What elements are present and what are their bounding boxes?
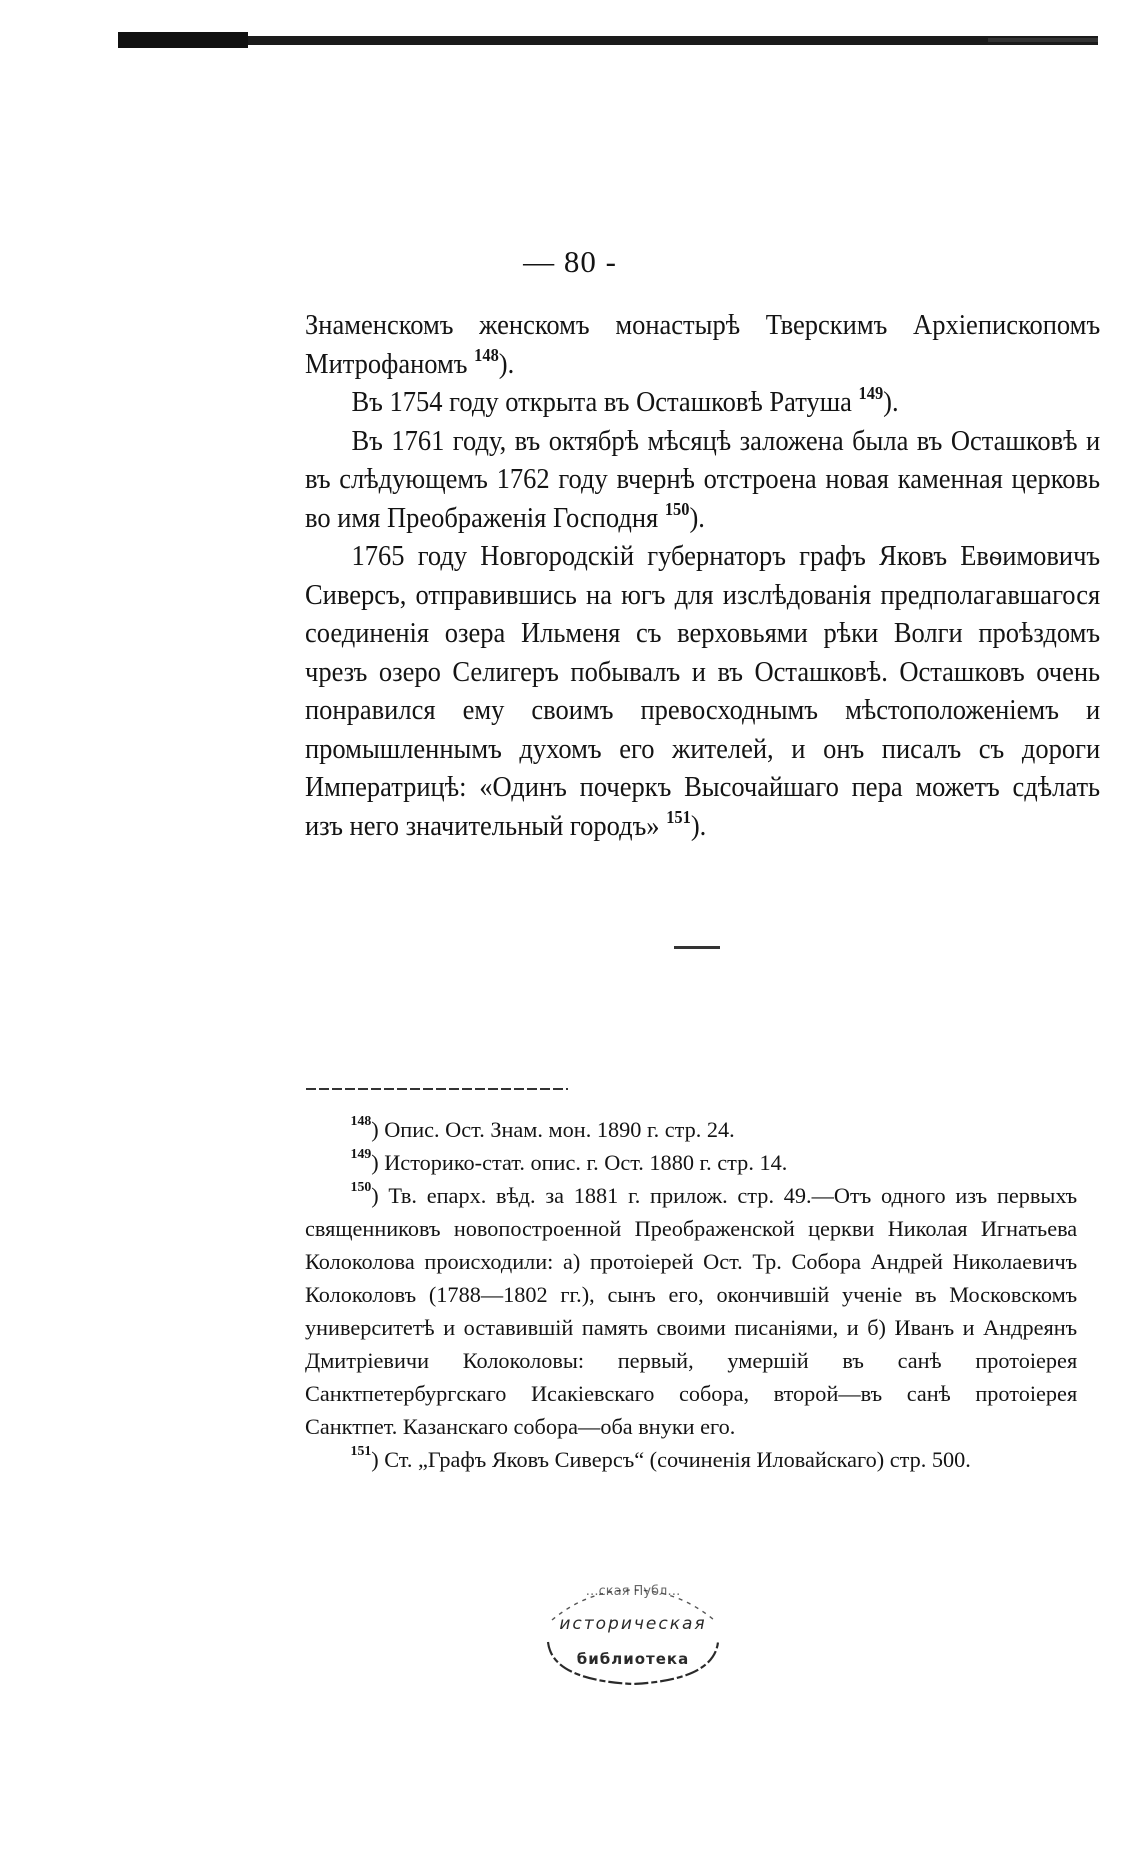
paragraph-tail: ). (498, 348, 515, 380)
footnote-150 (305, 1179, 1077, 1443)
footnote-text: ) Ст. „Графъ Яковъ Сиверсъ“ (сочиненія Иловайскаго) стр. 500. (371, 1447, 971, 1472)
footnote-ref-148[interactable]: 148 (474, 344, 499, 365)
footnotes (305, 1113, 1077, 1476)
footnote-ref-150[interactable]: 150 (664, 498, 690, 519)
paragraph-text: 1765 году Новгородскій губернаторъ графъ Яковъ Евѳимовичъ Сиверсъ, отправившись на югъ для изслѣдованія предполагавшагося соединенія озера Ильменя съ верховьями рѣки Волги проѣздомъ чрезъ озеро Селигеръ побывалъ и въ Осташковѣ. Осташковъ очень понравился ему своимъ превосходнымъ мѣстоположеніемъ и промышленнымъ духомъ его жителей, и онъ писалъ съ дороги Императрицѣ: «Одинъ почеркъ Высочайшаго пера можетъ сдѣлать изъ него значительный городъ» (305, 541, 1101, 842)
paragraph-continuation (305, 307, 1100, 384)
stamp-line-1: …ская Публ… (585, 1584, 681, 1599)
paragraph-text: Въ 1754 году открыта въ Осташковѣ Ратуша (351, 387, 859, 418)
footnote-149 (305, 1146, 1077, 1179)
main-text (305, 307, 1100, 846)
footnote-ref-151[interactable]: 151 (666, 806, 691, 827)
paragraph-sivers (305, 538, 1100, 846)
footnote-text: ) Тв. епарх. вѣд. за 1881 г. прилож. стр. 49.—Отъ одного изъ первыхъ священниковъ новопостроенной Преображенской церкви Николая Игнатьева Колоколова происходили: а) протоіерей Ост. Тр. Собора Андрей Николаевичъ Колоколовъ (1788—1802 гг.), сынъ его, окончившій ученіе въ Московскомъ университетѣ и оставившій память своими писаніями, и б) Иванъ и Андреянъ Дмитріевичи Колоколовы: первый, умершій въ санѣ протоіерея Санктпетербургскаго Исакіевскаго собора, второй—въ санѣ протоіерея Санктпет. Казанскаго собора—оба внуки его. (305, 1183, 1078, 1439)
footnote-148 (305, 1113, 1077, 1146)
footnote-number: 151 (350, 1444, 372, 1459)
stamp-line-2: историческая (559, 1614, 707, 1634)
paragraph-text: Знаменскомъ женскомъ монастырѣ Тверскимъ Архіепископомъ Митрофаномъ (305, 310, 1101, 380)
footnote-ref-149[interactable]: 149 (858, 383, 884, 403)
stamp-line-3: библиотека (576, 1650, 690, 1668)
paragraph-church (305, 423, 1100, 539)
paragraph-tail: ). (883, 387, 899, 418)
footnote-text: ) Опис. Ост. Знам. мон. 1890 г. стр. 24. (371, 1117, 735, 1142)
library-stamp (528, 1580, 738, 1690)
section-end-mark (674, 946, 720, 949)
footnote-text: ) Историко-стат. опис. г. Ост. 1880 г. стр. 14. (371, 1150, 788, 1175)
top-border-rule (118, 30, 1098, 48)
paragraph-ratusha (305, 384, 1100, 423)
paragraph-tail: ). (689, 502, 705, 534)
footnote-separator (306, 1088, 568, 1090)
page-number: — 80 - (523, 244, 617, 279)
footnote-number: 149 (350, 1147, 372, 1162)
paragraph-tail: ). (690, 810, 707, 842)
footnote-number: 150 (350, 1180, 372, 1195)
paragraph-text: Въ 1761 году, въ октябрѣ мѣсяцѣ заложена была въ Осташковѣ и въ слѣдующемъ 1762 году вчернѣ отстроена новая каменная церковь во имя Преображенія Господня (305, 425, 1101, 534)
footnote-number: 148 (350, 1114, 372, 1129)
footnote-151 (305, 1443, 1077, 1476)
